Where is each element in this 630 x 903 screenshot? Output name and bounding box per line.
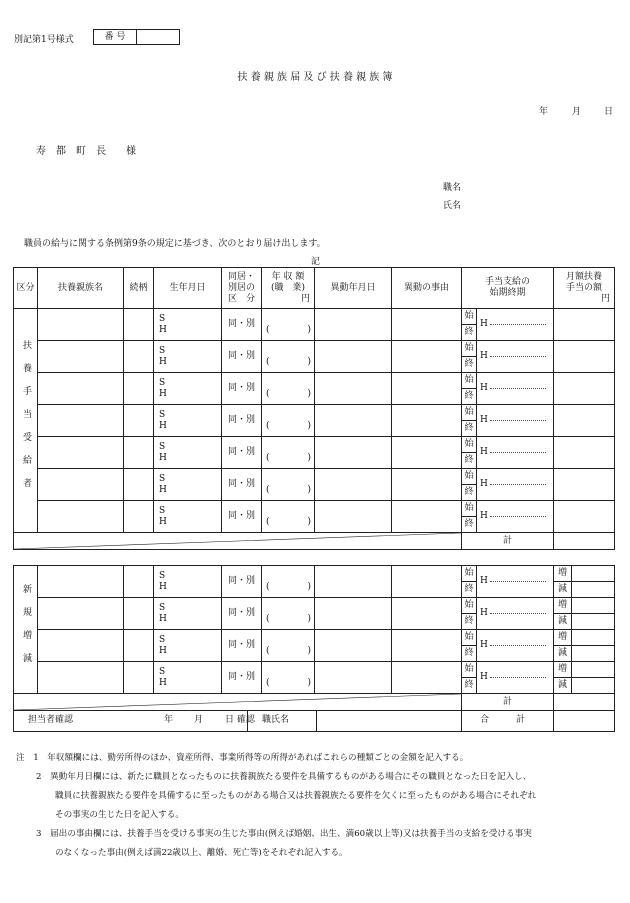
changes-table [13,565,615,732]
cohabit-cell[interactable]: 同・別 [222,405,262,437]
change-reason-cell[interactable] [392,598,462,630]
note-2b: 職員に扶養親族たる要件を具備するに至ったものがある場合又は扶養親族たる要件を欠くに至ったものがある場合にそれぞれ [55,791,537,801]
birthdate-cell[interactable]: S H [154,630,222,662]
dependent-name-cell[interactable] [38,501,124,533]
relation-cell[interactable] [124,373,154,405]
header-kubun: 区分 [14,268,38,309]
birthdate-cell[interactable]: S H [154,469,222,501]
change-date-cell[interactable] [315,630,392,662]
income-cell[interactable]: ( ) [262,437,315,469]
birthdate-cell[interactable]: S H [154,405,222,437]
income-cell[interactable]: ( ) [262,373,315,405]
period-cell[interactable]: 始 終 H [462,630,554,662]
relation-cell[interactable] [124,630,154,662]
income-cell[interactable]: ( ) [262,598,315,630]
birthdate-cell[interactable]: S H [154,566,222,598]
zougen-amount-cell[interactable] [572,630,615,662]
zougen-cell: 増 減 [554,566,572,598]
change-reason-cell[interactable] [392,630,462,662]
change-reason-cell[interactable] [392,309,462,341]
zougen-cell: 増 減 [554,630,572,662]
dependents-table [13,267,615,550]
tanto-label: 担当者確認 [28,715,74,725]
relation-cell[interactable] [124,469,154,501]
dependent-name-cell[interactable] [38,598,124,630]
addressee: 寿 都 町 長 様 [36,146,136,157]
zougen-cell: 増 減 [554,598,572,630]
number-label: 番 号 [94,30,137,45]
monthly-amount-cell[interactable] [554,309,615,341]
header-change-date: 異動年月日 [315,268,392,309]
data-row [14,405,615,437]
header-birthdate: 生年月日 [154,268,222,309]
period-cell[interactable]: 始 終 H [462,662,554,694]
data-row [14,341,615,373]
total-amount-1[interactable] [554,533,615,550]
birthdate-cell[interactable]: S H [154,373,222,405]
cohabit-cell[interactable]: 同・別 [222,662,262,694]
dependent-name-cell[interactable] [38,309,124,341]
relation-cell[interactable] [124,501,154,533]
dependent-name-cell[interactable] [38,341,124,373]
relation-cell[interactable] [124,598,154,630]
header-dependent-name: 扶養親族名 [38,268,124,309]
relation-cell[interactable] [124,566,154,598]
monthly-amount-cell[interactable] [554,437,615,469]
header-relation: 続柄 [124,268,154,309]
change-date-cell[interactable] [315,566,392,598]
note-3: 3 届出の事由欄には、扶養手当を受ける事実の生じた事由(例えば婚姻、出生、満60歳以上等)又は扶養手当の支給を受ける事実 [36,829,532,839]
position-label: 職名 [443,183,462,193]
staff-name-label: 職氏名 [262,715,290,725]
cohabit-cell[interactable]: 同・別 [222,630,262,662]
data-row [14,437,615,469]
cohabit-cell[interactable]: 同・別 [222,566,262,598]
cohabit-cell[interactable]: 同・別 [222,501,262,533]
cohabit-cell[interactable]: 同・別 [222,373,262,405]
birthdate-cell[interactable]: S H [154,437,222,469]
income-cell[interactable]: ( ) [262,405,315,437]
monthly-amount-cell[interactable] [554,469,615,501]
relation-cell[interactable] [124,309,154,341]
cohabit-cell[interactable]: 同・別 [222,437,262,469]
change-date-cell[interactable] [315,501,392,533]
change-date-cell[interactable] [315,405,392,437]
zougen-amount-cell[interactable] [572,662,615,694]
confirm-row [14,711,615,732]
note-2: 2 異動年月日欄には、新たに職員となったものに扶養親族たる要件を具備するものがある場合にその職員となった日を記入し、 [36,772,532,782]
change-reason-cell[interactable] [392,662,462,694]
change-reason-cell[interactable] [392,469,462,501]
section-label: 扶養手当受給者 [14,309,38,533]
zougen-amount-cell[interactable] [572,598,615,630]
monthly-amount-cell[interactable] [554,341,615,373]
dependent-name-cell[interactable] [38,405,124,437]
section-label: 新規増減 [14,566,38,694]
number-box [93,29,180,45]
relation-cell[interactable] [124,437,154,469]
income-cell[interactable]: ( ) [262,630,315,662]
cohabit-cell[interactable]: 同・別 [222,598,262,630]
period-cell[interactable]: 始 終 H [462,469,554,501]
period-cell[interactable]: 始 終 H [462,373,554,405]
note-1: 注 1 年収額欄には、勤労所得のほか、資産所得、事業所得等の所得があればこれらの種類ごとの金額を記入する。 [16,753,469,763]
data-row [14,309,615,341]
data-row [14,630,615,662]
total-label-2: 計 [462,694,554,711]
income-cell[interactable]: ( ) [262,662,315,694]
total-amount-2[interactable] [554,694,615,711]
period-cell[interactable]: 始 終 H [462,501,554,533]
change-date-cell[interactable] [315,373,392,405]
zougen-cell: 増 減 [554,662,572,694]
birthdate-cell[interactable]: S H [154,662,222,694]
cohabit-cell[interactable]: 同・別 [222,341,262,373]
intro-text: 職員の給与に関する条例第9条の規定に基づき、次のとおり届け出します。 [24,239,326,249]
change-reason-cell[interactable] [392,437,462,469]
period-cell[interactable]: 始 終 H [462,598,554,630]
income-cell[interactable]: ( ) [262,566,315,598]
note-3b: のなくなった事由(例えば満22歳以上、離婚、死亡等)をそれぞれ記入する。 [55,848,348,858]
dependent-name-cell[interactable] [38,566,124,598]
form-number-label: 別記第1号様式 [14,35,74,45]
number-field[interactable] [137,30,180,45]
confirm-day: 日 確認 [225,715,255,725]
period-cell[interactable]: 始 終 H [462,437,554,469]
date-year: 年 [539,107,549,117]
dependent-name-cell[interactable] [38,630,124,662]
ki-label: 記 [311,257,321,267]
total-label-1: 計 [462,533,554,550]
change-date-cell[interactable] [315,469,392,501]
data-row [14,598,615,630]
birthdate-cell[interactable]: S H [154,309,222,341]
change-reason-cell[interactable] [392,501,462,533]
form-title: 扶 養 親 族 届 及 び 扶 養 親 族 簿 [237,72,393,83]
period-cell[interactable]: 始 終 H [462,341,554,373]
income-cell[interactable]: ( ) [262,501,315,533]
date-day: 日 [604,107,614,117]
birthdate-cell[interactable]: S H [154,341,222,373]
zougen-amount-cell[interactable] [572,566,615,598]
birthdate-cell[interactable]: S H [154,501,222,533]
change-date-cell[interactable] [315,662,392,694]
period-cell[interactable]: 始 終 H [462,405,554,437]
header-change-reason: 異動の事由 [392,268,462,309]
income-cell[interactable]: ( ) [262,309,315,341]
period-cell[interactable]: 始 終 H [462,309,554,341]
relation-cell[interactable] [124,341,154,373]
data-row [14,373,615,405]
grand-total-label: 合 計 [480,715,526,725]
header-income: 年 収 額 (職 業) 円 [262,268,315,309]
income-cell[interactable]: ( ) [262,469,315,501]
data-row [14,469,615,501]
monthly-amount-cell[interactable] [554,373,615,405]
change-date-cell[interactable] [315,341,392,373]
confirm-year: 年 [164,715,174,725]
cohabit-cell[interactable]: 同・別 [222,469,262,501]
income-cell[interactable]: ( ) [262,341,315,373]
data-row [14,501,615,533]
change-reason-cell[interactable] [392,405,462,437]
change-reason-cell[interactable] [392,373,462,405]
change-reason-cell[interactable] [392,341,462,373]
dependent-name-cell[interactable] [38,469,124,501]
data-row [14,566,615,598]
monthly-amount-cell[interactable] [554,405,615,437]
name-label: 氏名 [443,201,462,211]
total-diagonal-1 [14,533,462,550]
cohabit-cell[interactable]: 同・別 [222,309,262,341]
change-reason-cell[interactable] [392,566,462,598]
dependent-name-cell[interactable] [38,437,124,469]
header-cohabit: 同居・ 別居の 区 分 [222,268,262,309]
note-2c: その事実の生じた日を記入する。 [55,810,184,820]
period-cell[interactable]: 始 終 H [462,566,554,598]
confirm-month: 月 [194,715,204,725]
monthly-amount-cell[interactable] [554,501,615,533]
dependent-name-cell[interactable] [38,373,124,405]
change-date-cell[interactable] [315,309,392,341]
change-date-cell[interactable] [315,437,392,469]
change-date-cell[interactable] [315,598,392,630]
dependent-name-cell[interactable] [38,662,124,694]
data-row [14,662,615,694]
header-monthly: 月額扶養 手当の額 円 [554,268,615,309]
total-diagonal-2 [14,694,462,711]
relation-cell[interactable] [124,662,154,694]
birthdate-cell[interactable]: S H [154,598,222,630]
relation-cell[interactable] [124,405,154,437]
date-month: 月 [572,107,582,117]
header-period: 手当支給の 始期終期 [462,268,554,309]
